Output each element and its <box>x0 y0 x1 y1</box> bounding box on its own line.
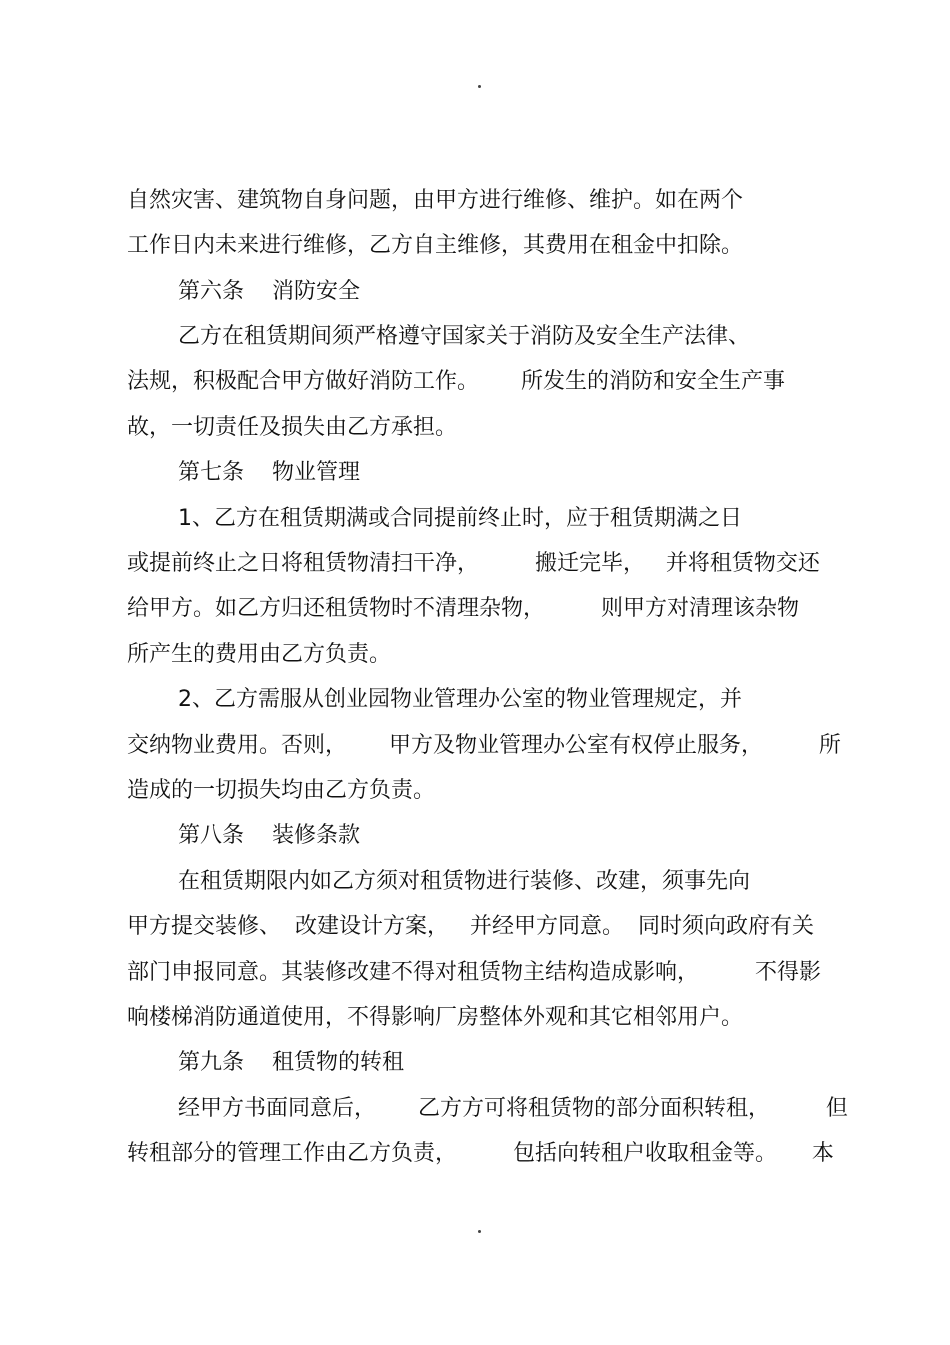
article-6-heading: 第六条 消防安全 <box>178 279 360 304</box>
page-dot-bottom <box>478 1230 481 1233</box>
text-line: 经甲方书面同意后， 乙方方可将租赁物的部分面积转租， 但 <box>178 1096 848 1121</box>
text-line: 甲方提交装修、 改建设计方案， 并经甲方同意。 同时须向政府有关 <box>127 914 814 939</box>
article-9-heading: 第九条 租赁物的转租 <box>178 1050 404 1075</box>
text-line: 故，一切责任及损失由乙方承担。 <box>127 415 458 440</box>
text-line: 法规，积极配合甲方做好消防工作。 所发生的消防和安全生产事 <box>127 369 785 394</box>
page-dot-top <box>478 85 481 88</box>
text-line: 乙方在租赁期间须严格遵守国家关于消防及安全生产法律、 <box>178 324 751 349</box>
text-line: 2、乙方需服从创业园物业管理办公室的物业管理规定，并 <box>178 687 742 712</box>
text-line: 部门申报同意。其装修改建不得对租赁物主结构造成影响， 不得影 <box>127 960 821 985</box>
text-line: 转租部分的管理工作由乙方负责， 包括向转租户收取租金等。 本 <box>127 1141 834 1166</box>
article-7-heading: 第七条 物业管理 <box>178 460 360 485</box>
text-line: 在租赁期限内如乙方须对租赁物进行装修、改建，须事先向 <box>178 869 751 894</box>
text-line: 或提前终止之日将租赁物清扫干净， 搬迁完毕， 并将租赁物交还 <box>127 551 820 576</box>
article-8-heading: 第八条 装修条款 <box>178 823 360 848</box>
text-line: 自然灾害、建筑物自身问题，由甲方进行维修、维护。如在两个 <box>127 188 744 213</box>
text-line: 1、乙方在租赁期满或合同提前终止时，应于租赁期满之日 <box>178 506 742 531</box>
text-line: 所产生的费用由乙方负责。 <box>127 642 392 667</box>
text-line: 造成的一切损失均由乙方负责。 <box>127 778 436 803</box>
text-line: 工作日内未来进行维修，乙方自主维修，其费用在租金中扣除。 <box>127 233 744 258</box>
text-line: 响楼梯消防通道使用，不得影响厂房整体外观和其它相邻用户。 <box>127 1005 744 1030</box>
text-line: 交纳物业费用。否则， 甲方及物业管理办公室有权停止服务， 所 <box>127 733 841 758</box>
text-line: 给甲方。如乙方归还租赁物时不清理杂物， 则甲方对清理该杂物 <box>127 596 799 621</box>
